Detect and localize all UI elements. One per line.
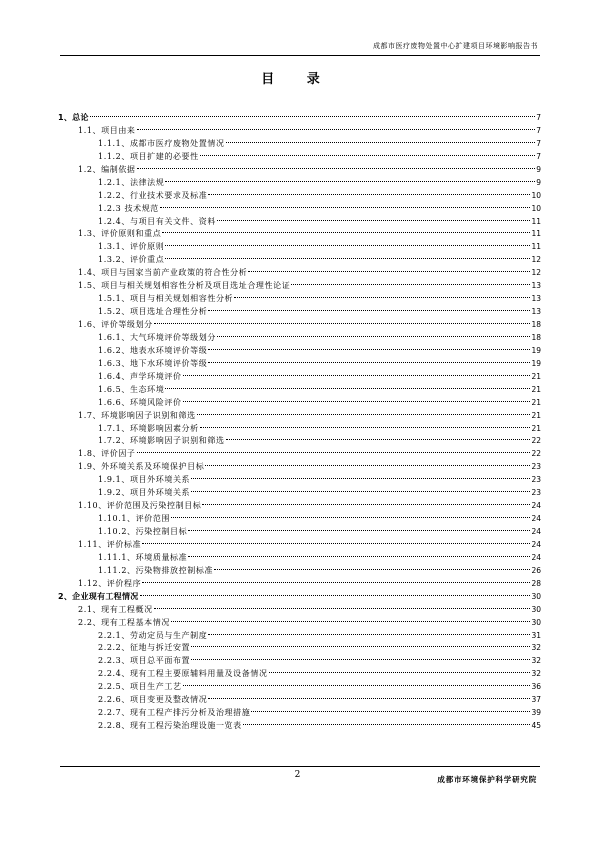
toc-entry-page: 13 <box>531 307 541 317</box>
toc-entry-label: 1.4、项目与国家当前产业政策的符合性分析 <box>78 268 248 278</box>
toc-entry[interactable] <box>58 487 541 500</box>
toc-entry-page: 23 <box>531 475 541 485</box>
toc-entry-page: 45 <box>531 721 541 731</box>
toc-entry[interactable] <box>58 694 541 707</box>
toc-entry-page: 22 <box>531 449 541 459</box>
toc-entry-page: 12 <box>531 255 541 265</box>
dot-leader <box>226 142 536 143</box>
toc-entry-label: 1.5、项目与相关规划相容性分析及项目选址合理性论证 <box>78 281 291 291</box>
toc-entry[interactable] <box>58 655 541 668</box>
toc-entry-label: 1.2.2、行业技术要求及标准 <box>98 190 208 200</box>
toc-entry-label: 2.2.8、现有工程污染治理设施一览表 <box>98 721 242 731</box>
toc-entry[interactable] <box>58 216 541 229</box>
toc-entry-label: 2.2.5、项目生产工艺 <box>98 682 182 692</box>
toc-entry-page: 7 <box>536 113 541 122</box>
toc-entry-page: 24 <box>531 552 541 562</box>
toc-entry-page: 24 <box>531 514 541 524</box>
dot-leader <box>226 439 531 440</box>
toc-entry-page: 21 <box>531 384 541 394</box>
toc-entry-page: 19 <box>531 358 541 368</box>
dot-leader <box>248 271 530 272</box>
toc-entry-label: 1.10、评价范围及污染控制目标 <box>78 501 202 511</box>
toc-entry-page: 21 <box>531 371 541 381</box>
toc-entry[interactable] <box>58 164 541 177</box>
toc-entry[interactable] <box>58 332 541 345</box>
toc-entry-page: 30 <box>531 604 541 614</box>
dot-leader <box>251 711 530 712</box>
dot-leader <box>191 478 530 479</box>
toc-entry-label: 1.7、环境影响因子识别和筛选 <box>78 410 196 420</box>
toc-entry-page: 37 <box>531 695 541 705</box>
dot-leader <box>154 608 531 609</box>
toc-entry[interactable] <box>58 707 541 720</box>
toc-entry-page: 7 <box>536 151 541 161</box>
toc-entry-label: 1.9.2、项目外环境关系 <box>98 488 191 498</box>
dot-leader <box>208 698 530 699</box>
dot-leader <box>137 129 536 130</box>
dot-leader <box>200 427 531 428</box>
toc-entry-label: 1.1、项目由来 <box>78 125 136 135</box>
page-number: 2 <box>294 770 301 780</box>
footer-divider <box>60 766 540 767</box>
toc-entry-page: 23 <box>531 462 541 472</box>
toc-entry-page: 13 <box>531 294 541 304</box>
toc-entry[interactable] <box>58 565 541 578</box>
toc-entry[interactable] <box>58 384 541 397</box>
toc-entry-page: 11 <box>531 216 541 226</box>
header-title: 成都市医疗废物处置中心扩建项目环境影响报告书 <box>373 42 538 50</box>
toc-entry[interactable] <box>58 617 541 630</box>
toc-entry-page: 12 <box>531 268 541 278</box>
toc-entry-page: 28 <box>531 578 541 588</box>
dot-leader <box>217 220 530 221</box>
toc-entry-page: 21 <box>531 397 541 407</box>
page-header <box>60 38 540 56</box>
toc-entry[interactable] <box>58 668 541 681</box>
toc-entry[interactable] <box>58 345 541 358</box>
dot-leader <box>137 168 536 169</box>
toc-entry[interactable] <box>58 203 541 216</box>
toc-entry-page: 30 <box>531 591 541 601</box>
toc-entry-label: 1.7.2、环境影响因子识别和筛选 <box>98 436 225 446</box>
toc-entry[interactable] <box>58 591 541 604</box>
dot-leader <box>214 569 530 570</box>
dot-leader <box>208 194 530 195</box>
toc-entry[interactable] <box>58 397 541 410</box>
toc-entry-label: 2.2.2、征地与拆迁安置 <box>98 643 191 653</box>
toc-entry[interactable] <box>58 435 541 448</box>
toc-entry-page: 36 <box>531 682 541 692</box>
toc-entry-page: 22 <box>531 436 541 446</box>
toc-entry[interactable] <box>58 319 541 332</box>
toc-entry[interactable] <box>58 448 541 461</box>
toc-entry-page: 18 <box>531 332 541 342</box>
toc-entry[interactable] <box>58 642 541 655</box>
toc-entry-label: 1.2.4、与项目有关文件、资料 <box>98 216 216 226</box>
toc-entry[interactable] <box>58 293 541 306</box>
dot-leader <box>183 685 531 686</box>
toc-entry-label: 1.2.1、法律法规 <box>98 177 165 187</box>
toc-entry-page: 32 <box>531 669 541 679</box>
toc-entry-page: 10 <box>531 190 541 200</box>
toc-entry-page: 26 <box>531 565 541 575</box>
toc-entry-label: 1.1.1、成都市医疗废物处置情况 <box>98 138 225 148</box>
toc-entry-label: 2.2.3、项目总平面布置 <box>98 656 191 666</box>
toc-entry-label: 1.11.1、环境质量标准 <box>98 552 188 562</box>
toc-entry-label: 1.2、编制依据 <box>78 164 136 174</box>
toc-entry[interactable] <box>58 513 541 526</box>
toc-entry-label: 2.2.7、现有工程产排污分析及治理措施 <box>98 708 251 718</box>
toc-entry[interactable] <box>58 241 541 254</box>
dot-leader <box>140 595 531 596</box>
dot-leader <box>191 491 530 492</box>
toc-entry[interactable] <box>58 371 541 384</box>
dot-leader <box>200 155 535 156</box>
toc-entry-label: 1.6.3、地下水环境评价等级 <box>98 358 208 368</box>
toc-entry-label: 1.12、评价程序 <box>78 578 142 588</box>
toc-entry-label: 2.1、现有工程概况 <box>78 604 153 614</box>
toc-entry[interactable] <box>58 280 541 293</box>
toc-entry-page: 9 <box>536 164 541 174</box>
toc-entry[interactable] <box>58 254 541 267</box>
dot-leader <box>208 362 530 363</box>
footer-organization: 成都市环境保护科学研究院 <box>437 775 537 784</box>
toc-entry[interactable] <box>58 630 541 643</box>
toc-entry[interactable] <box>58 552 541 565</box>
dot-leader <box>191 646 530 647</box>
toc-entry[interactable] <box>58 578 541 591</box>
toc-entry-label: 1.6.4、声学环境评价 <box>98 371 182 381</box>
toc-entry[interactable] <box>58 138 541 151</box>
toc-entry[interactable] <box>58 720 541 733</box>
dot-leader <box>208 310 530 311</box>
dot-leader <box>208 634 530 635</box>
toc-entry-label: 2.2.6、项目变更及整改情况 <box>98 695 208 705</box>
toc-entry-label: 2.2.1、劳动定员与生产制度 <box>98 630 208 640</box>
toc-entry-label: 2.2、现有工程基本情况 <box>78 617 170 627</box>
toc-entry[interactable] <box>58 112 541 125</box>
dot-leader <box>202 504 530 505</box>
toc-entry[interactable] <box>58 500 541 513</box>
toc-entry[interactable] <box>58 539 541 552</box>
toc-entry[interactable] <box>58 423 541 436</box>
dot-leader <box>191 659 530 660</box>
dot-leader <box>188 530 530 531</box>
toc-entry-label: 1.2.3 技术规范 <box>98 203 159 213</box>
dot-leader <box>197 414 531 415</box>
dot-leader <box>183 401 531 402</box>
toc-entry-page: 32 <box>531 656 541 666</box>
toc-entry[interactable] <box>58 267 541 280</box>
toc-entry-page: 32 <box>531 643 541 653</box>
toc-entry-page: 13 <box>531 281 541 291</box>
toc-entry[interactable] <box>58 177 541 190</box>
toc-entry[interactable] <box>58 358 541 371</box>
dot-leader <box>208 349 530 350</box>
toc-entry[interactable] <box>58 306 541 319</box>
toc-entry-label: 1.9、外环境关系及环境保护目标 <box>78 462 205 472</box>
toc-entry-page: 39 <box>531 708 541 718</box>
dot-leader <box>165 258 530 259</box>
toc-entry[interactable] <box>58 526 541 539</box>
dot-leader <box>165 181 535 182</box>
toc-entry-label: 1、总论 <box>58 113 89 122</box>
toc-entry-label: 1.8、评价因子 <box>78 449 136 459</box>
toc-entry[interactable] <box>58 190 541 203</box>
toc-entry-label: 1.10.2、污染控制目标 <box>98 527 188 536</box>
toc-entry-label: 1.5.1、项目与相关规划相容性分析 <box>98 294 234 304</box>
toc-entry[interactable] <box>58 604 541 617</box>
toc-title: 目 录 <box>261 72 334 87</box>
toc-entry-page: 24 <box>531 527 541 536</box>
toc-entry-label: 1.5.2、项目选址合理性分析 <box>98 307 208 317</box>
toc-entry-label: 1.6、评价等级划分 <box>78 320 153 329</box>
toc-entry-page: 21 <box>531 410 541 420</box>
dot-leader <box>171 621 531 622</box>
dot-leader <box>291 284 530 285</box>
toc-entry-page: 24 <box>531 501 541 511</box>
toc-entry-label: 1.7.1、环境影响因素分析 <box>98 423 199 433</box>
toc-entry-label: 2.2.4、现有工程主要原辅料用量及设备情况 <box>98 669 268 679</box>
toc-entry-label: 1.6.1、大气环境评价等级划分 <box>98 332 216 342</box>
dot-leader <box>243 724 531 725</box>
dot-leader <box>188 556 530 557</box>
dot-leader <box>137 452 531 453</box>
dot-leader <box>154 323 531 324</box>
dot-leader <box>171 517 530 518</box>
dot-leader <box>217 336 530 337</box>
toc-entry-page: 24 <box>531 539 541 549</box>
toc-entry-label: 1.1.2、项目扩建的必要性 <box>98 151 199 161</box>
dot-leader <box>90 116 535 117</box>
toc-entry-page: 31 <box>531 630 541 640</box>
dot-leader <box>162 232 530 233</box>
dot-leader <box>165 388 530 389</box>
dot-leader <box>142 543 530 544</box>
toc-entry-label: 2、企业现有工程情况 <box>58 591 139 601</box>
dot-leader <box>183 375 531 376</box>
toc-entry-label: 1.3.1、评价原则 <box>98 242 165 252</box>
toc-entry-page: 9 <box>536 177 541 187</box>
dot-leader <box>269 672 531 673</box>
toc-entry-page: 11 <box>531 229 541 239</box>
toc-entry-label: 1.3.2、评价重点 <box>98 255 165 265</box>
dot-leader <box>205 465 530 466</box>
toc-entry[interactable] <box>58 125 541 138</box>
toc-entry-label: 1.11.2、污染物排放控制标准 <box>98 565 214 575</box>
dot-leader <box>160 207 531 208</box>
table-of-contents <box>58 112 541 733</box>
toc-entry-page: 21 <box>531 423 541 433</box>
dot-leader <box>142 582 530 583</box>
toc-entry-label: 1.3、评价原则和重点 <box>78 229 162 239</box>
toc-entry-page: 18 <box>531 320 541 329</box>
toc-entry[interactable] <box>58 228 541 241</box>
toc-entry-page: 30 <box>531 617 541 627</box>
toc-entry-page: 10 <box>531 203 541 213</box>
toc-entry-page: 7 <box>536 138 541 148</box>
toc-entry-label: 1.9.1、项目外环境关系 <box>98 475 191 485</box>
toc-entry-page: 23 <box>531 488 541 498</box>
toc-entry-label: 1.11、评价标准 <box>78 539 142 549</box>
toc-entry[interactable] <box>58 681 541 694</box>
toc-entry[interactable] <box>58 151 541 164</box>
toc-entry-label: 1.10.1、评价范围 <box>98 514 171 524</box>
toc-entry[interactable] <box>58 410 541 423</box>
toc-entry-page: 7 <box>536 125 541 135</box>
dot-leader <box>234 297 530 298</box>
toc-entry[interactable] <box>58 474 541 487</box>
toc-entry-page: 11 <box>531 242 541 252</box>
toc-entry-label: 1.6.6、环境风险评价 <box>98 397 182 407</box>
dot-leader <box>165 245 530 246</box>
toc-entry-label: 1.6.2、地表水环境评价等级 <box>98 345 208 355</box>
toc-entry-label: 1.6.5、生态环境 <box>98 384 165 394</box>
toc-entry[interactable] <box>58 461 541 474</box>
toc-entry-page: 19 <box>531 345 541 355</box>
